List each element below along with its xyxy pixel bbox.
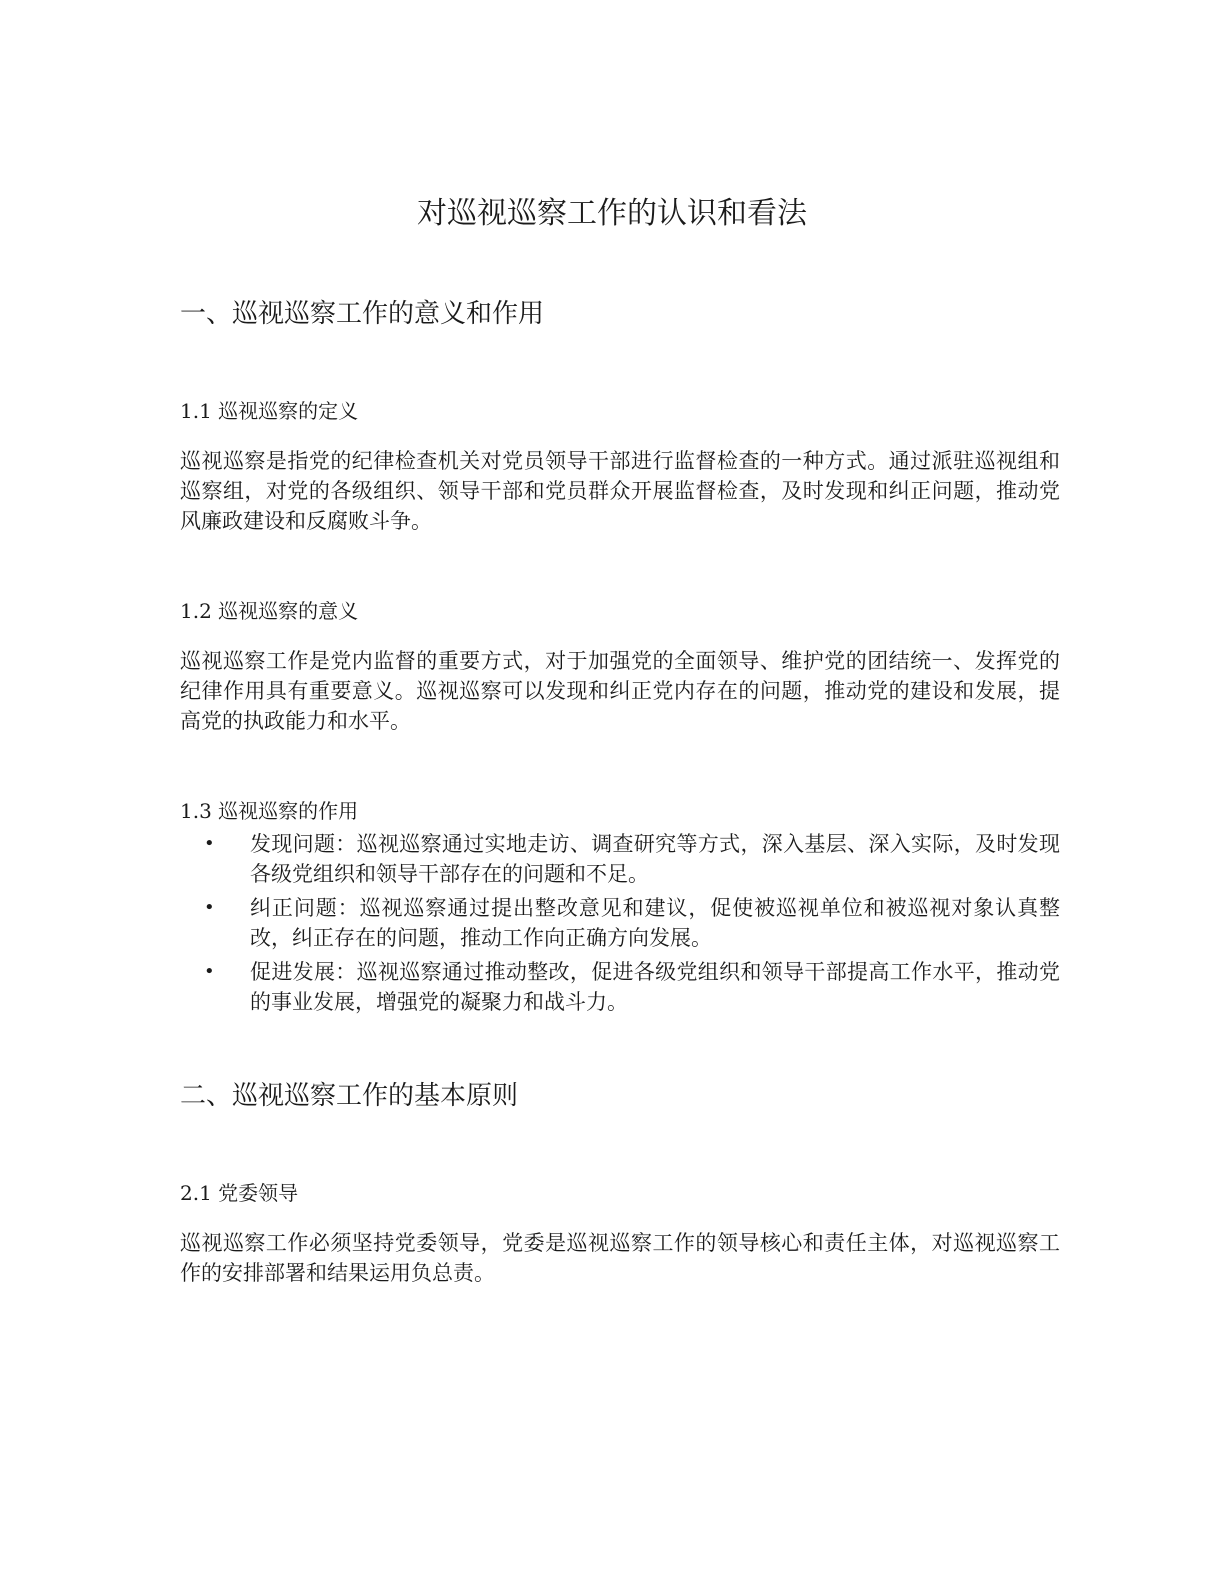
subsection-heading-1-3: 1.3 巡视巡察的作用 bbox=[180, 799, 359, 823]
section-heading-1: 一、巡视巡察工作的意义和作用 bbox=[180, 299, 545, 329]
section-heading-2: 二、巡视巡察工作的基本原则 bbox=[180, 1081, 519, 1111]
bullet-icon: • bbox=[204, 961, 215, 982]
subsection-heading-1-2: 1.2 巡视巡察的意义 bbox=[180, 599, 359, 623]
paragraph-1-2: 巡视巡察工作是党内监督的重要方式，对于加强党的全面领导、维护党的团结统一、发挥党的纪律作用具有重要意义。巡视巡察可以发现和纠正党内存在的问题，推动党的建设和发展，提高党的执政能力和水平。 bbox=[180, 649, 1060, 733]
list-item bbox=[180, 893, 1060, 953]
list-item-text: 纠正问题：巡视巡察通过提出整改意见和建议，促使被巡视单位和被巡视对象认真整改，纠正存在的问题，推动工作向正确方向发展。 bbox=[250, 896, 1060, 950]
list-item-text: 发现问题：巡视巡察通过实地走访、调查研究等方式，深入基层、深入实际，及时发现各级党组织和领导干部存在的问题和不足。 bbox=[250, 832, 1060, 886]
document-title: 对巡视巡察工作的认识和看法 bbox=[417, 196, 807, 231]
subsection-heading-1-1: 1.1 巡视巡察的定义 bbox=[180, 399, 359, 423]
list-item-text: 促进发展：巡视巡察通过推动整改，促进各级党组织和领导干部提高工作水平，推动党的事业发展，增强党的凝聚力和战斗力。 bbox=[250, 960, 1060, 1014]
bullet-list-1-3 bbox=[180, 829, 1060, 1021]
list-item bbox=[180, 829, 1060, 889]
subsection-heading-2-1: 2.1 党委领导 bbox=[180, 1181, 299, 1205]
paragraph-1-1: 巡视巡察是指党的纪律检查机关对党员领导干部进行监督检查的一种方式。通过派驻巡视组和巡察组，对党的各级组织、领导干部和党员群众开展监督检查，及时发现和纠正问题，推动党风廉政建设和反腐败斗争。 bbox=[180, 449, 1060, 533]
list-item bbox=[180, 957, 1060, 1017]
bullet-icon: • bbox=[204, 897, 215, 918]
paragraph-2-1: 巡视巡察工作必须坚持党委领导，党委是巡视巡察工作的领导核心和责任主体，对巡视巡察工作的安排部署和结果运用负总责。 bbox=[180, 1231, 1060, 1285]
bullet-icon: • bbox=[204, 833, 215, 854]
